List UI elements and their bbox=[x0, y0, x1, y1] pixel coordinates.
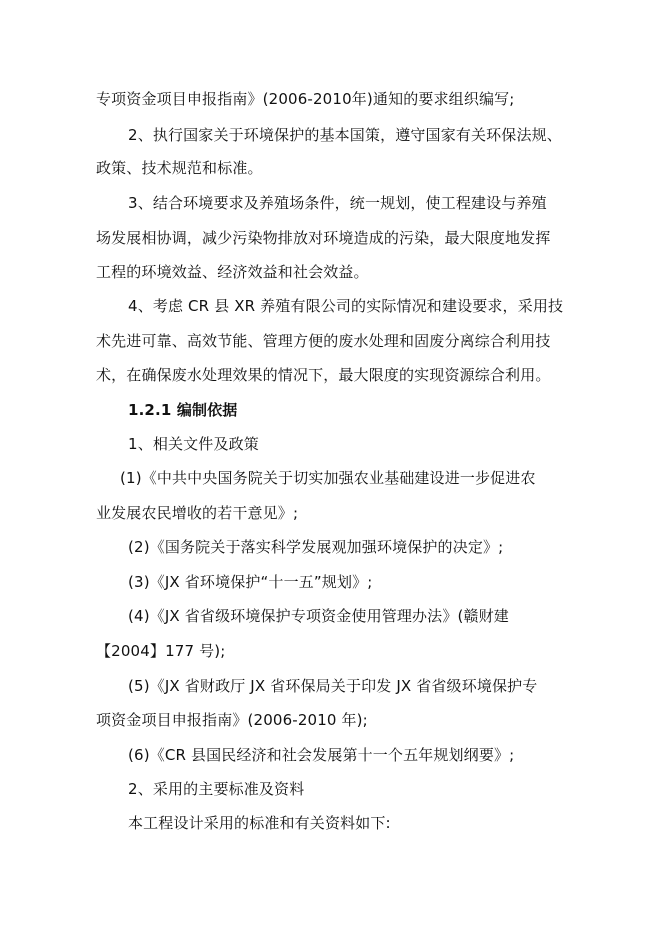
text-line: 项资金项目申报指南》(2006-2010 年); bbox=[96, 711, 368, 729]
text-line: (4)《JX 省省级环境保护专项资金使用管理办法》(赣财建 bbox=[128, 607, 509, 625]
text-line: 2、执行国家关于环境保护的基本国策，遵守国家有关环保法规、 bbox=[128, 126, 562, 144]
text-line: 专项资金项目申报指南》(2006-2010年)通知的要求组织编写; bbox=[96, 90, 515, 108]
text-line: (2)《国务院关于落实科学发展观加强环境保护的决定》; bbox=[128, 538, 504, 556]
text-line: 3、结合环境要求及养殖场条件，统一规划，使工程建设与养殖 bbox=[128, 194, 547, 212]
text-line: 术，在确保废水处理效果的情况下，最大限度的实现资源综合利用。 bbox=[96, 366, 551, 384]
text-line: 4、考虑 CR 县 XR 养殖有限公司的实际情况和建设要求，采用技 bbox=[128, 297, 564, 315]
text-line: 【2004】177 号); bbox=[96, 642, 226, 660]
section-heading: 1.2.1 编制依据 bbox=[128, 401, 238, 419]
text-line: 政策、技术规范和标准。 bbox=[96, 159, 263, 177]
text-line: 2、采用的主要标准及资料 bbox=[128, 780, 305, 798]
text-line: (1)《中共中央国务院关于切实加强农业基础建设进一步促进农 bbox=[120, 469, 536, 487]
text-line: 工程的环境效益、经济效益和社会效益。 bbox=[96, 263, 369, 281]
text-line: 业发展农民增收的若干意见》; bbox=[96, 504, 299, 522]
text-line: (6)《CR 县国民经济和社会发展第十一个五年规划纲要》; bbox=[128, 746, 515, 764]
text-line: 术先进可靠、高效节能、管理方便的废水处理和固废分离综合利用技 bbox=[96, 332, 551, 350]
text-line: 1、相关文件及政策 bbox=[128, 435, 259, 453]
text-line: 本工程设计采用的标准和有关资料如下: bbox=[128, 814, 391, 832]
text-line: (5)《JX 省财政厅 JX 省环保局关于印发 JX 省省级环境保护专 bbox=[128, 677, 538, 695]
text-line: 场发展相协调，减少污染物排放对环境造成的污染，最大限度地发挥 bbox=[96, 229, 551, 247]
text-line: (3)《JX 省环境保护“十一五”规划》; bbox=[128, 573, 373, 591]
